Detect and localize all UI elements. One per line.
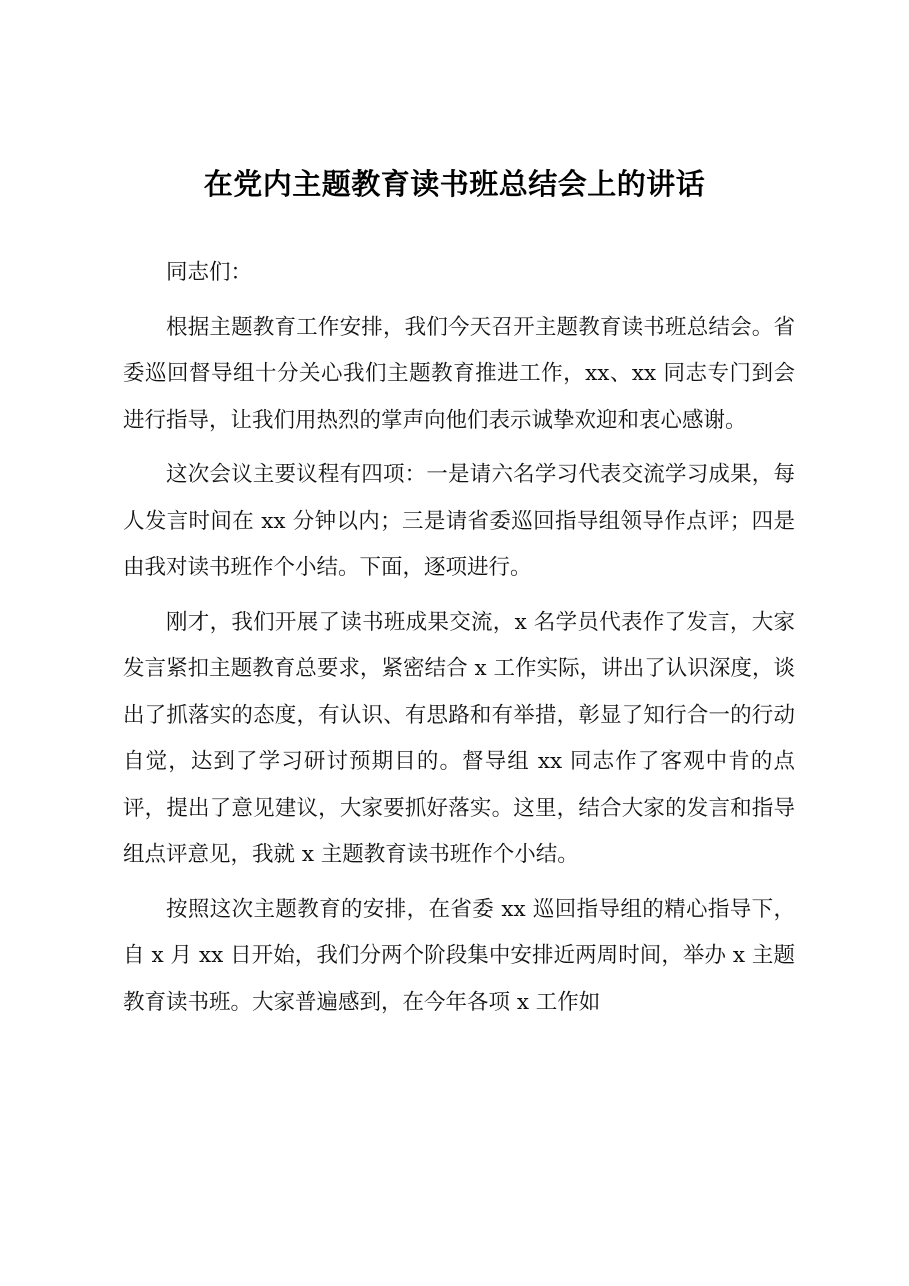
document-title: 在党内主题教育读书班总结会上的讲话 bbox=[203, 167, 706, 201]
greeting: 同志们： bbox=[166, 260, 253, 285]
paragraph-3: 刚才，我们开展了读书班成果交流，x 名学员代表作了发言，大家发言紧扣主题教育总要求，紧密结合 x 工作实际，讲出了认识深度，谈出了抓落实的态度，有认识、有思路和有举措，彰显了知行合一的行动自觉，达到了学习研讨预期目的。督导组 xx 同志作了客观中肯的点评，提出了意见建议，大家要抓好落实。这里，结合大家的发言和指导组点评意见，我就 x 主题教育读书班作个小结。 bbox=[123, 609, 796, 867]
paragraph-4: 按照这次主题教育的安排，在省委 xx 巡回指导组的精心指导下，自 x 月 xx 日开始，我们分两个阶段集中安排近两周时间，举办 x 主题教育读书班。大家普遍感到，在今年各项 x 工作如 bbox=[123, 896, 795, 1015]
paragraph-1: 根据主题教育工作安排，我们今天召开主题教育读书班总结会。省委巡回督导组十分关心我们主题教育推进工作，xx、xx 同志专门到会进行指导，让我们用热烈的掌声向他们表示诚挚欢迎和衷心感谢。 bbox=[123, 314, 795, 433]
paragraph-2: 这次会议主要议程有四项：一是请六名学习代表交流学习成果，每人发言时间在 xx 分钟以内；三是请省委巡回指导组领导作点评；四是由我对读书班作个小结。下面，逐项进行。 bbox=[123, 462, 795, 580]
document-body bbox=[123, 250, 795, 1026]
